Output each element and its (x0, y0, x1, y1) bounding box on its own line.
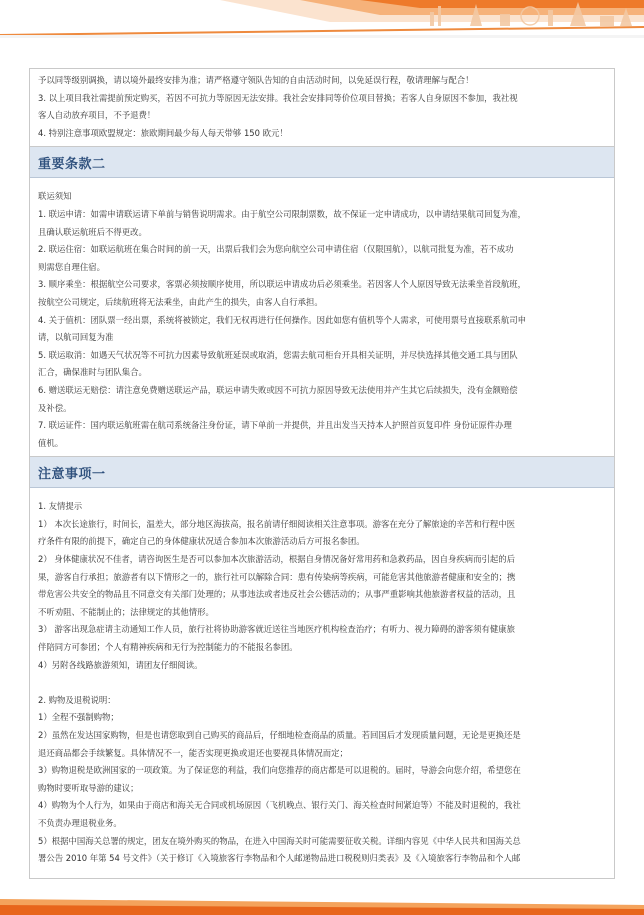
text-line: 6. 赠送联运无赔偿：请注意免费赠送联运产品，联运申请失败或因不可抗力原因导致无法使用并产生其它后续损失，没有金额赔偿 (38, 384, 518, 395)
section-body-important-terms (30, 178, 614, 457)
text-line: 1. 联运申请：如需申请联运请下单前与销售说明需求。由于航空公司限制票数，故不保证一定申请成功，以申请结果航司回复为准， (38, 208, 527, 219)
text-line: 3. 以上项目我社需提前预定购买，若因不可抗力等原因无法安排。我社会安排同等价位项目替换；若客人自身原因不参加，我社视 (38, 92, 518, 103)
text-line: 2. 联运住宿：如联运航班在集合时间的前一天，出票后我们会为您向航空公司申请住宿（仅限国航），以航司批复为准，若不成功 (38, 244, 514, 255)
text-line: 值机。 (38, 437, 64, 448)
text-line: 3） 游客出现急症请主动通知工作人员，旅行社将协助游客就近送往当地医疗机构检查治疗；有听力、视力障碍的游客须有健康旅 (38, 624, 515, 635)
text-line: 果，游客自行承担；旅游者有以下情形之一的，旅行社可以解除合同：患有传染病等疾病，可能危害其他旅游者健康和安全的；携 (38, 571, 516, 582)
text-line: 不负责办理退税业务。 (38, 817, 122, 828)
section-title: 注意事项一 (38, 466, 106, 482)
section-header-notes (30, 457, 614, 488)
text-line: 1）全程不强制购物； (38, 712, 119, 723)
text-line: 汇合，确保准时与团队集合。 (38, 367, 147, 378)
text-line: 联运须知 (38, 191, 72, 202)
text-line: 且确认联运航班后不得更改。 (38, 226, 147, 237)
text-line: 4. 关于值机：团队票一经出票，系统将被锁定，我们无权再进行任何操作。因此如您有值机等个人需求，可使用票号直接联系航司申 (38, 314, 527, 325)
text-line: 4）购物为个人行为，如果由于商店和海关无合同或机场原因（飞机晚点、银行关门、海关检查时间紧迫等）不能及时退税的，我社 (38, 800, 521, 811)
text-line: 则需您自理住宿。 (38, 261, 105, 272)
header-banner (0, 0, 644, 38)
text-line: 购物时要听取导游的建议； (38, 782, 139, 793)
spacer (38, 674, 607, 692)
section-title: 重要条款二 (38, 156, 106, 172)
city-skyline-banner-icon (0, 0, 644, 38)
text-line: 2. 购物及退税说明： (38, 694, 116, 705)
section-body-notes (30, 488, 614, 871)
text-line: 带危害公共安全的物品且不同意交有关部门处理的；从事违法或者违反社会公德活动的；从事严重影响其他旅游者权益的活动，且 (38, 589, 516, 600)
text-line: 4. 特别注意事项欧盟规定：旅欧期间最少每人每天带够 150 欧元！ (38, 127, 288, 138)
text-line: 署公告 2010 年第 54 号文件》（关于修订《入境旅客行李物品和个人邮递物品进口税税则归类表》及《入境旅客行李物品和个人邮 (38, 853, 521, 864)
text-line: 予以同等级别调换，请以境外最终安排为准；请严格遵守领队告知的自由活动时间，以免延误行程，敬请理解与配合！ (38, 75, 474, 85)
text-line: 客人自动放弃项目，不予退费！ (38, 110, 156, 121)
text-line: 按航空公司规定，后续航班将无法乘坐，由此产生的损失，由客人自行承担。 (38, 296, 323, 307)
text-line: 伴陪同方可参团；个人有精神疾病和无行为控制能力的不能报名参团。 (38, 642, 298, 653)
carryover-block (30, 69, 614, 147)
text-line: 疗条件有限的前提下，确定自己的身体健康状况适合参加本次旅游活动后方可报名参团。 (38, 536, 365, 547)
footer-banner (0, 895, 644, 915)
text-line: 1） 本次长途旅行，时间长，温差大，部分地区海拔高，报名前请仔细阅读相关注意事项。游客在充分了解旅途的辛苦和行程中医 (38, 518, 515, 529)
text-line: 4）另附各线路旅游须知，请团友仔细阅读。 (38, 659, 203, 670)
text-line: 5. 联运取消：如遇天气状况等不可抗力因素导致航班延误或取消，您需去航司柜台开具相关证明，并尽快选择其他交通工具与团队 (38, 349, 518, 360)
text-line: 3）购物退税是欧洲国家的一项政策。为了保证您的利益，我们向您推荐的商店都是可以退税的。届时，导游会向您介绍，希望您在 (38, 765, 521, 776)
document-table (29, 68, 615, 879)
text-line: 7. 联运证件：国内联运航班需在航司系统备注身份证，请下单前一并提供，并且出发当天持本人护照首页复印件 身份证原件办理 (38, 420, 512, 431)
text-line: 2） 身体健康状况不佳者，请咨询医生是否可以参加本次旅游活动，根据自身情况备好常用药和急救药品，因自身疾病而引起的后 (38, 554, 515, 565)
footer-stripe-icon (0, 895, 644, 915)
section-header-important-terms (30, 147, 614, 178)
text-line: 不听劝阻、不能制止的；法律规定的其他情形。 (38, 606, 214, 617)
text-line: 及补偿。 (38, 402, 72, 413)
text-line: 请，以航司回复为准 (38, 332, 114, 343)
text-line: 2）虽然在发达国家购物，但是也请您取到自己购买的商品后，仔细地检查商品的质量。若回国后才发现质量问题，无论是更换还是 (38, 730, 521, 740)
text-line: 5）根据中国海关总署的规定，团友在境外购买的物品，在进入中国海关时可能需要征收关税。详细内容见《中华人民共和国海关总 (38, 835, 521, 846)
text-line: 3. 顺序乘坐：根据航空公司要求，客票必须按顺序使用，所以联运申请成功后必须乘坐。若因客人个人原因导致无法乘坐首段航班， (38, 279, 527, 290)
text-line: 1. 友情提示 (38, 501, 83, 512)
text-line: 退还商品都会手续繁复。具体情况不一，能否实现更换或退还也要视具体情况而定； (38, 747, 348, 758)
